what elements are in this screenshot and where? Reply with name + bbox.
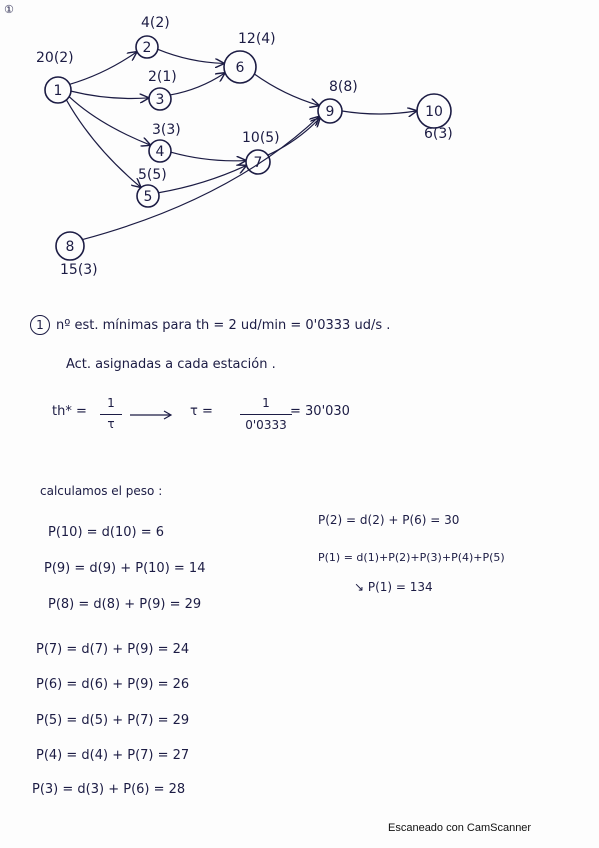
node-2-label: 2	[142, 40, 152, 56]
weight-line: P(9) = d(9) + P(10) = 14	[44, 561, 206, 576]
fraction1-line	[100, 414, 122, 415]
node-7-label: 7	[253, 155, 263, 171]
node-2-annotation: 4(2)	[141, 15, 170, 31]
weight-line: P(8) = d(8) + P(9) = 29	[48, 597, 202, 612]
weight-line: P(10) = d(10) = 6	[48, 525, 165, 540]
weight-line: P(3) = d(3) + P(6) = 28	[32, 782, 186, 797]
edge-8-9	[82, 117, 318, 240]
camscanner-footer: Escaneado con CamScanner	[388, 822, 532, 834]
node-5-annotation: 5(5)	[138, 167, 167, 183]
weight-line: P(6) = d(6) + P(9) = 26	[36, 677, 190, 692]
edge-4-7	[171, 152, 245, 161]
weights-title: calculamos el peso :	[40, 484, 163, 498]
edge-1-3	[71, 91, 148, 98]
tau-equals: τ =	[190, 404, 213, 419]
edge-3-6	[170, 73, 224, 95]
node-9	[318, 79, 358, 123]
node-9-label: 9	[325, 104, 335, 120]
edge-1-5	[66, 100, 140, 187]
precedence-graph	[0, 0, 599, 300]
node-8-annotation: 15(3)	[60, 262, 98, 278]
node-3-label: 3	[155, 92, 165, 108]
node-10-label: 10	[425, 104, 443, 120]
formula-lhs: th* =	[52, 404, 87, 419]
node-7-annotation: 10(5)	[242, 130, 280, 146]
long-arrow-icon	[130, 408, 174, 422]
node-5-label: 5	[143, 189, 153, 205]
fraction1-denominator: τ	[107, 417, 115, 431]
formula-result: = 30'030	[290, 404, 350, 419]
node-6-annotation: 12(4)	[238, 31, 276, 47]
fraction1-numerator: 1	[107, 396, 115, 410]
weight-line: P(1) = d(1)+P(2)+P(3)+P(4)+P(5)	[318, 551, 505, 564]
weight-line: P(2) = d(2) + P(6) = 30	[318, 513, 460, 527]
weight-line: P(7) = d(7) + P(9) = 24	[36, 642, 190, 657]
node-3	[148, 69, 177, 110]
node-4-label: 4	[155, 144, 165, 160]
edge-1-4	[69, 97, 150, 145]
node-10	[417, 94, 453, 142]
node-4	[149, 122, 181, 162]
page-number: ①	[4, 3, 14, 16]
node-8-label: 8	[65, 239, 75, 255]
item-1-line	[30, 315, 390, 335]
weight-line: ↘ P(1) = 134	[354, 580, 433, 594]
fraction2-numerator: 1	[262, 396, 270, 410]
node-9-annotation: 8(8)	[329, 79, 358, 95]
node-8	[56, 232, 98, 278]
node-3-annotation: 2(1)	[148, 69, 177, 85]
node-1-annotation: 20(2)	[36, 50, 74, 66]
edge-6-9	[254, 74, 318, 105]
edge-9-10	[342, 111, 416, 114]
edge-2-6	[158, 49, 224, 63]
fraction2-denominator: 0'0333	[245, 418, 287, 432]
weight-line: P(4) = d(4) + P(7) = 27	[36, 748, 190, 763]
fraction2-line	[240, 414, 292, 415]
node-1-label: 1	[53, 83, 63, 99]
weight-line: P(5) = d(5) + P(7) = 29	[36, 713, 190, 728]
node-10-annotation: 6(3)	[424, 126, 453, 142]
min-stations-text: nº est. mínimas para th = 2 ud/min = 0'0333 ud/s .	[56, 318, 391, 333]
node-6	[224, 31, 276, 83]
node-4-annotation: 3(3)	[152, 122, 181, 138]
node-6-label: 6	[235, 60, 245, 76]
edge-1-2	[70, 52, 136, 84]
assigned-activities-text: Act. asignadas a cada estación .	[66, 357, 276, 372]
item-number-circle: 1	[30, 315, 50, 335]
node-5	[137, 167, 167, 207]
node-1	[36, 50, 74, 103]
